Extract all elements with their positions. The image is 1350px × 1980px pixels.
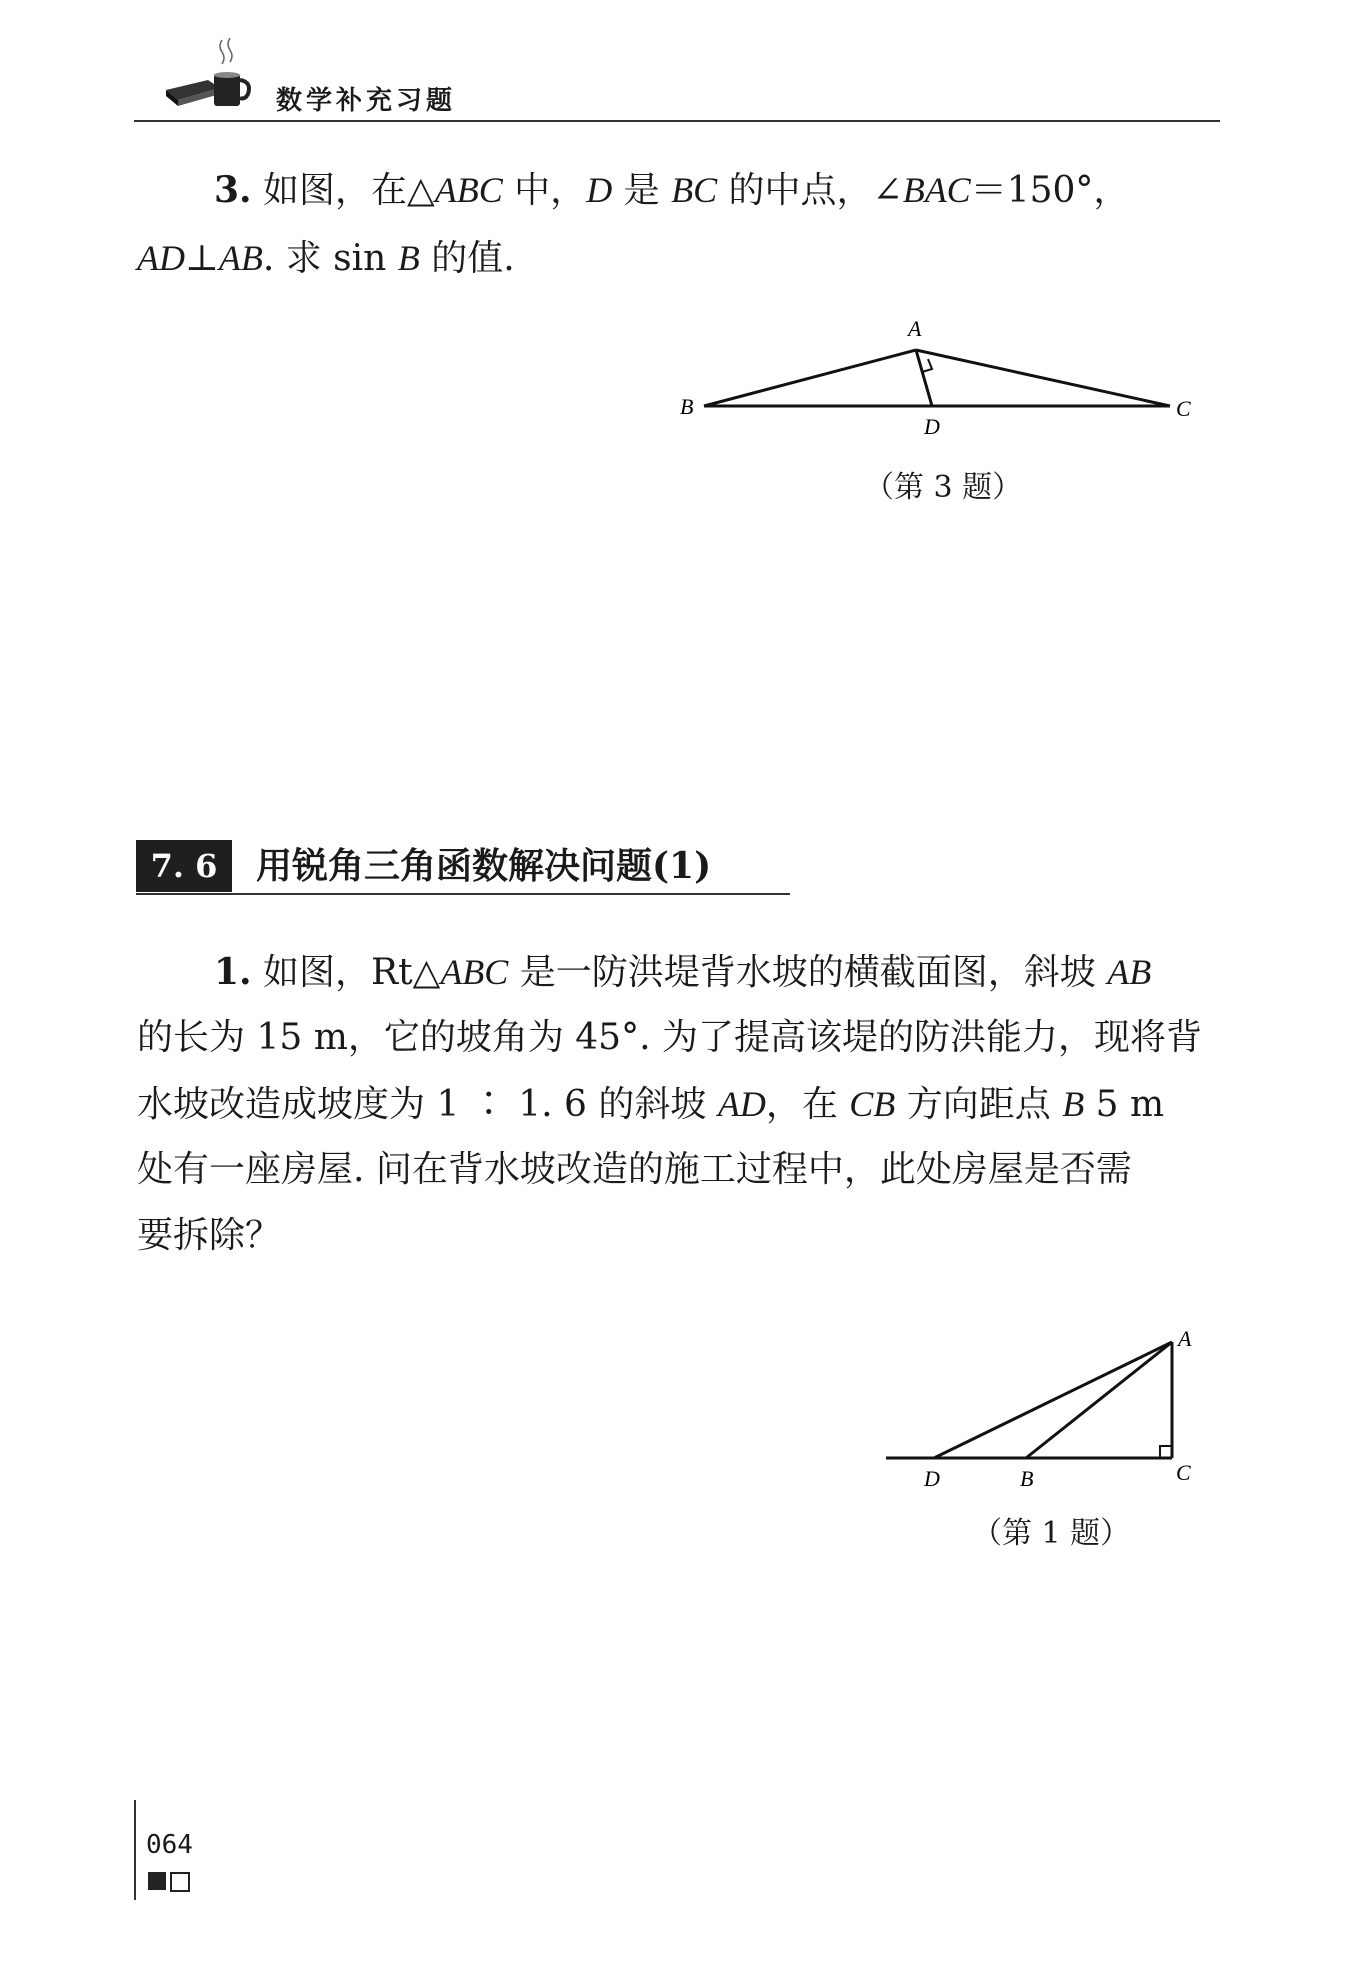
var: BC <box>671 170 718 210</box>
text: 中， <box>502 170 587 211</box>
var: CB <box>849 1084 896 1124</box>
segment-ad <box>934 1342 1172 1458</box>
var: AB <box>218 238 263 278</box>
label-d: D <box>924 1466 940 1491</box>
segment-ab <box>1026 1342 1172 1458</box>
var: BAC <box>902 170 971 210</box>
label-c: C <box>1176 1460 1191 1485</box>
page-number: 064 <box>146 1830 193 1860</box>
text: ＝150°， <box>970 170 1130 211</box>
problem3-line2 <box>137 224 515 293</box>
label-b: B <box>1020 1466 1034 1491</box>
right-angle-mark <box>1160 1446 1172 1458</box>
text: 的值. <box>419 238 515 279</box>
label-c: C <box>1176 396 1191 421</box>
text: 的中点，∠ <box>717 170 903 211</box>
text: ⊥ <box>185 238 219 279</box>
var: AD <box>717 1084 766 1124</box>
figure-caption-3: （第 3 题） <box>864 470 1023 505</box>
problem1-number: 1. <box>214 951 252 993</box>
var: ABC <box>440 952 509 992</box>
label-b: B <box>680 394 694 419</box>
text: 是一防洪堤背水坡的横截面图，斜坡 <box>508 952 1108 993</box>
filled-square-icon <box>148 1872 166 1890</box>
section-rule <box>136 893 790 895</box>
problem3-line1 <box>214 156 1129 225</box>
label-d: D <box>924 414 940 439</box>
text: 如图，在△ <box>263 170 435 211</box>
text: 5 m <box>1084 1084 1165 1125</box>
problem1-line1 <box>214 938 1151 1007</box>
problem3-number: 3. <box>214 169 252 211</box>
var: AB <box>1107 952 1152 992</box>
var: D <box>586 170 613 210</box>
text: 水坡改造成坡度为 1 ∶ 1. 6 的斜坡 <box>137 1084 718 1125</box>
header-title: 数学补充习题 <box>276 86 457 116</box>
text: ，在 <box>765 1084 850 1125</box>
section-title: 用锐角三角函数解决问题(1) <box>256 845 712 887</box>
text: 如图，Rt△ <box>263 952 441 993</box>
label-a: A <box>908 316 922 341</box>
right-angle-mark <box>922 359 932 372</box>
empty-square-icon <box>170 1872 190 1892</box>
problem1-line3 <box>137 1070 1164 1139</box>
problem1-line5: 要拆除？ <box>137 1215 282 1256</box>
var: ABC <box>434 170 503 210</box>
header-rule <box>134 120 1220 122</box>
section-number: 7. 6 <box>136 840 232 892</box>
problem1-line4: 处有一座房屋. 问在背水坡改造的施工过程中，此处房屋是否需 <box>137 1149 1132 1190</box>
footer-bar <box>134 1800 136 1900</box>
figure-caption-1: （第 1 题） <box>972 1516 1131 1551</box>
segment-ab <box>704 350 916 406</box>
var: B <box>397 238 420 278</box>
segment-ac <box>916 350 1170 406</box>
book-cup-icon <box>160 34 256 118</box>
text: . 求 sin <box>262 238 398 279</box>
figure-problem1-slope <box>880 1300 1220 1500</box>
problem1-line2: 的长为 15 m，它的坡角为 45°. 为了提高该堤的防洪能力，现将背 <box>137 1017 1202 1058</box>
figure-problem3-triangle <box>660 310 1220 450</box>
var: AD <box>137 238 185 278</box>
text: 方向距点 <box>895 1084 1063 1125</box>
var: B <box>1062 1084 1085 1124</box>
segment-ad <box>916 350 932 406</box>
label-a: A <box>1178 1326 1192 1351</box>
text: 是 <box>612 170 672 211</box>
